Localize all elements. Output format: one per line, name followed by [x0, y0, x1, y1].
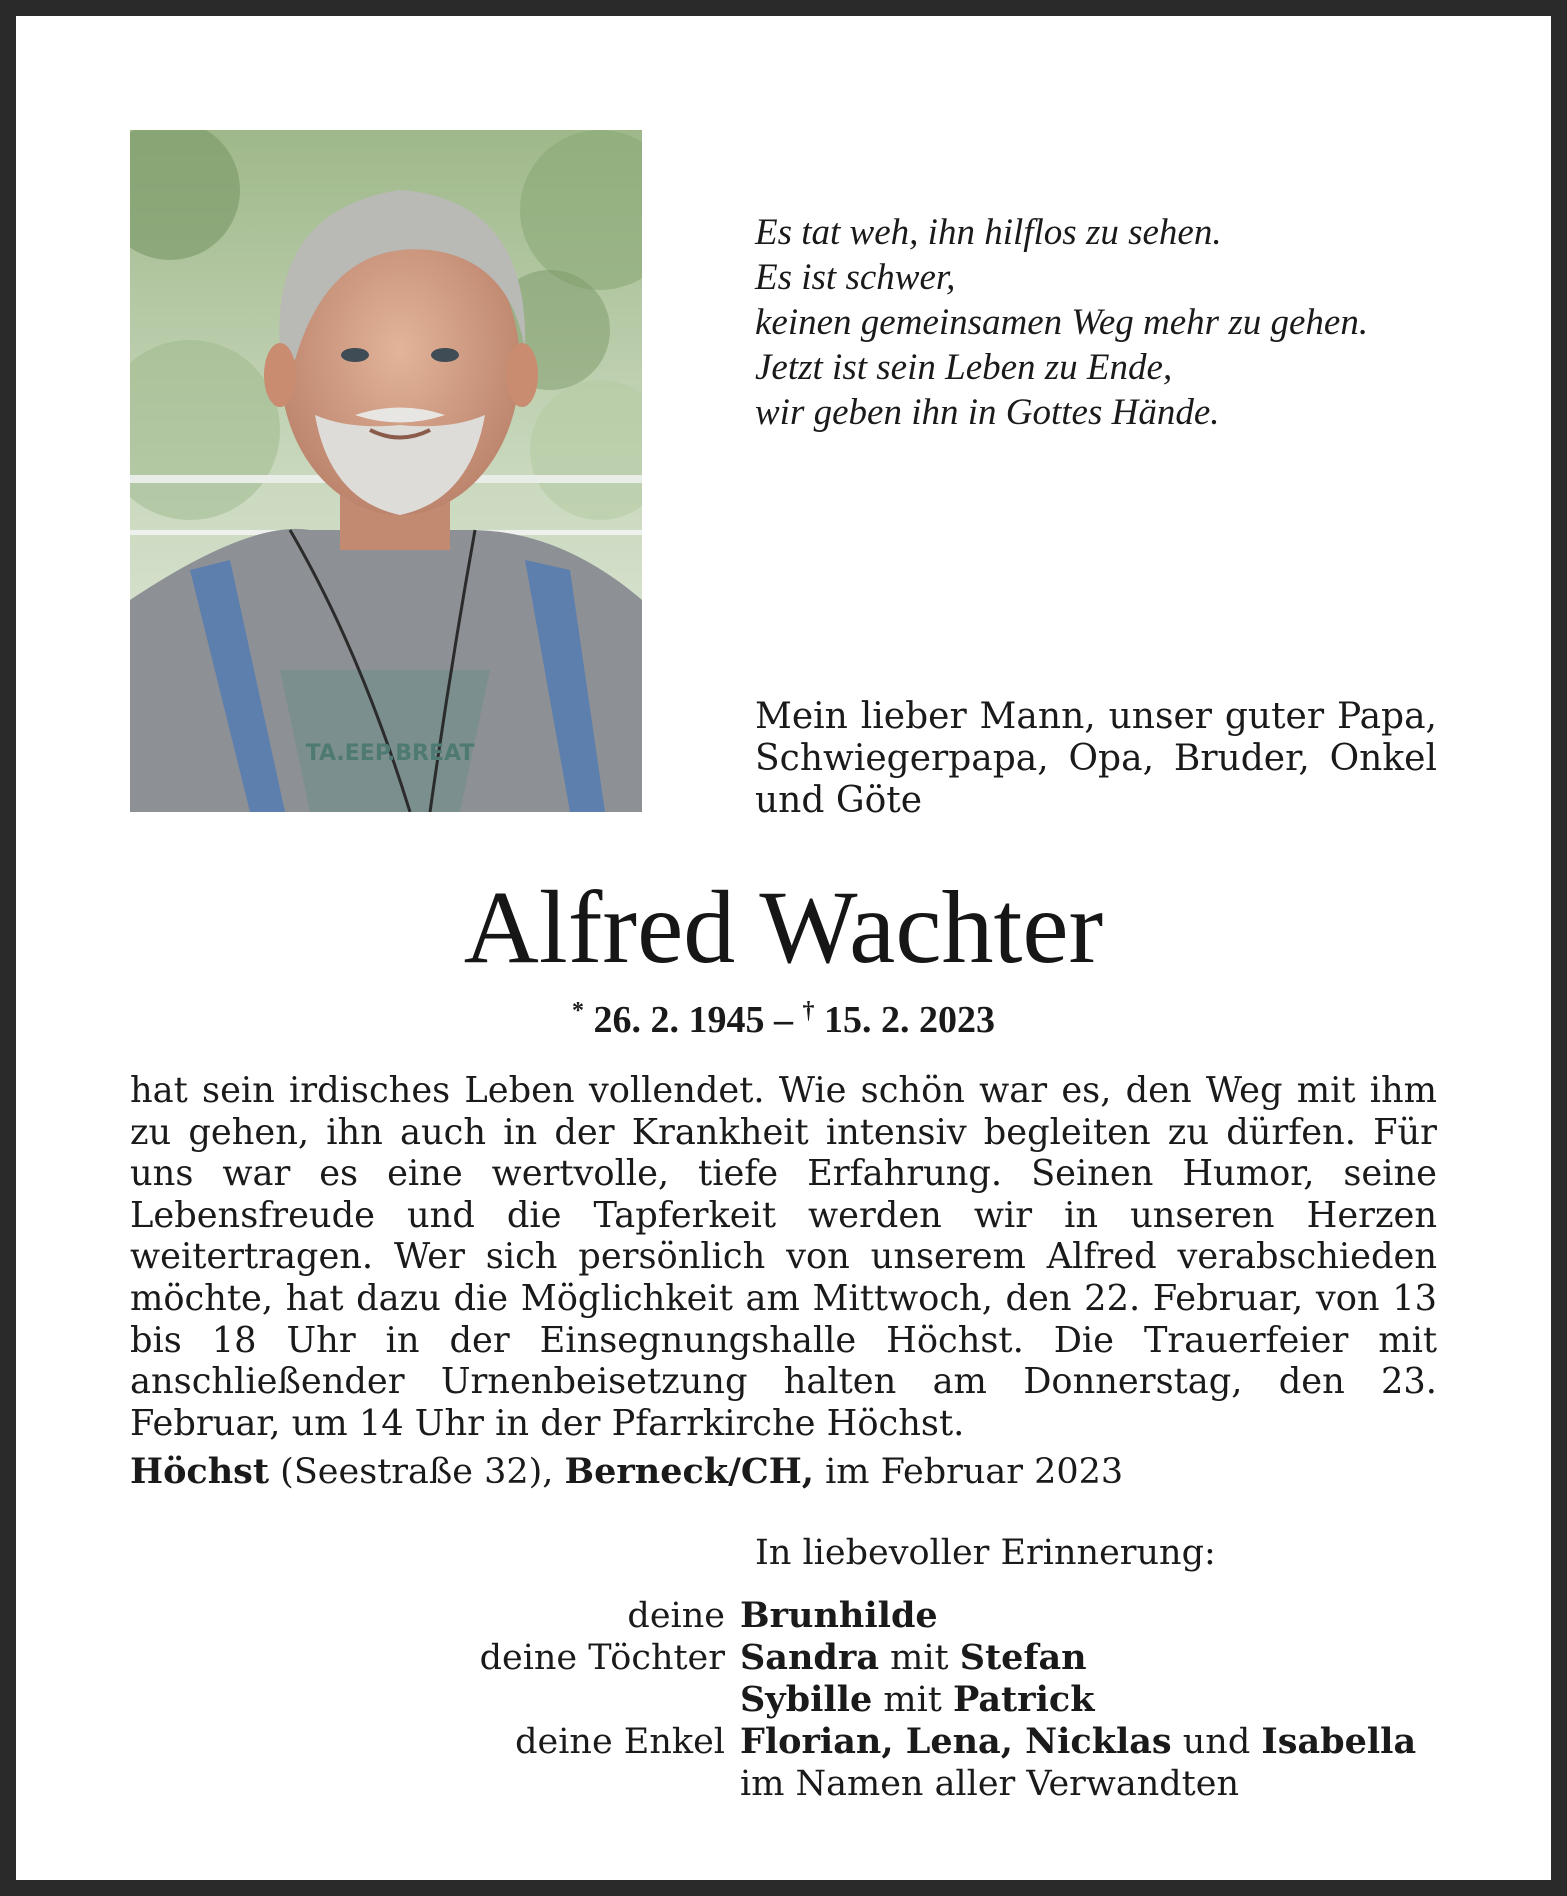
signature-row-daughter-2	[330, 1679, 1530, 1721]
poem-line: Es ist schwer,	[755, 257, 956, 298]
signature-name: Florian, Lena, Nicklas	[740, 1721, 1172, 1762]
signature-name: Isabella	[1261, 1721, 1417, 1762]
signature-label: deine Enkel	[515, 1722, 725, 1762]
place-date-line	[130, 1451, 1123, 1493]
death-symbol: †	[802, 998, 815, 1024]
birth-symbol: *	[572, 998, 584, 1024]
portrait-image	[130, 130, 642, 812]
portrait-photo	[130, 130, 642, 812]
signature-and: und	[1171, 1722, 1262, 1762]
life-dates	[0, 988, 1567, 1043]
relation-text: Mein lieber Mann, unser guter Papa, Schwiegerpapa, Opa, Bruder, Onkel und Göte	[755, 696, 1437, 821]
obituary-text: hat sein irdisches Leben vollendet. Wie schön war es, den Weg mit ihm zu gehen, ihn auch in der Krankheit intensiv begleiten zu dürfen. Für uns war es eine wertvolle, tiefe Erfahrung. Seinen Humor, seine Lebensfreude und die Tapferkeit werden wir in unseren Herzen weitertragen. Wer sich persönlich von unserem Alfred verabschieden möchte, hat dazu die Möglichkeit am Mittwoch, den 22. Februar, von 13 bis 18 Uhr in der Einsegnungshalle Höchst. Die Trauerfeier mit anschließender Urnenbeisetzung halten am Donnerstag, den 23. Februar, um 14 Uhr in der Pfarrkirche Höchst.	[130, 1070, 1437, 1444]
signature-relatives: im Namen aller Verwandten	[740, 1764, 1239, 1804]
memory-heading: In liebevoller Erinnerung:	[755, 1533, 1216, 1573]
signature-name: Sybille	[740, 1679, 873, 1720]
place-date: im Februar 2023	[813, 1452, 1124, 1492]
poem	[755, 210, 1475, 435]
signature-name: Sandra	[740, 1637, 879, 1678]
poem-line: Es tat weh, ihn hilflos zu sehen.	[755, 212, 1222, 253]
signature-with: mit	[872, 1680, 953, 1720]
date-dash: –	[774, 999, 793, 1041]
place-town-2: Berneck/CH,	[564, 1451, 814, 1492]
signature-row-daughter-1	[330, 1637, 1530, 1679]
signature-row-wife	[330, 1595, 1530, 1637]
poem-line: Jetzt ist sein Leben zu Ende,	[755, 347, 1173, 388]
signature-name: Brunhilde	[740, 1595, 938, 1636]
deceased-name: Alfred Wachter	[463, 870, 1104, 985]
place-town: Höchst	[130, 1451, 270, 1492]
signature-with: mit	[879, 1638, 960, 1678]
signature-label: deine Töchter	[479, 1638, 725, 1678]
poem-line: wir geben ihn in Gottes Hände.	[755, 392, 1220, 433]
death-date: 15. 2. 2023	[824, 999, 995, 1041]
signature-row-grandchildren	[330, 1721, 1530, 1763]
shirt-print: TA.EEP.BREAT	[305, 741, 475, 766]
place-address: (Seestraße 32),	[269, 1452, 565, 1492]
birth-date: 26. 2. 1945	[593, 999, 765, 1041]
signature-partner: Stefan	[959, 1637, 1087, 1678]
signature-row-relatives	[330, 1763, 1530, 1805]
poem-line: keinen gemeinsamen Weg mehr zu gehen.	[755, 302, 1369, 343]
signature-label: deine	[627, 1596, 725, 1636]
signature-partner: Patrick	[952, 1679, 1095, 1720]
